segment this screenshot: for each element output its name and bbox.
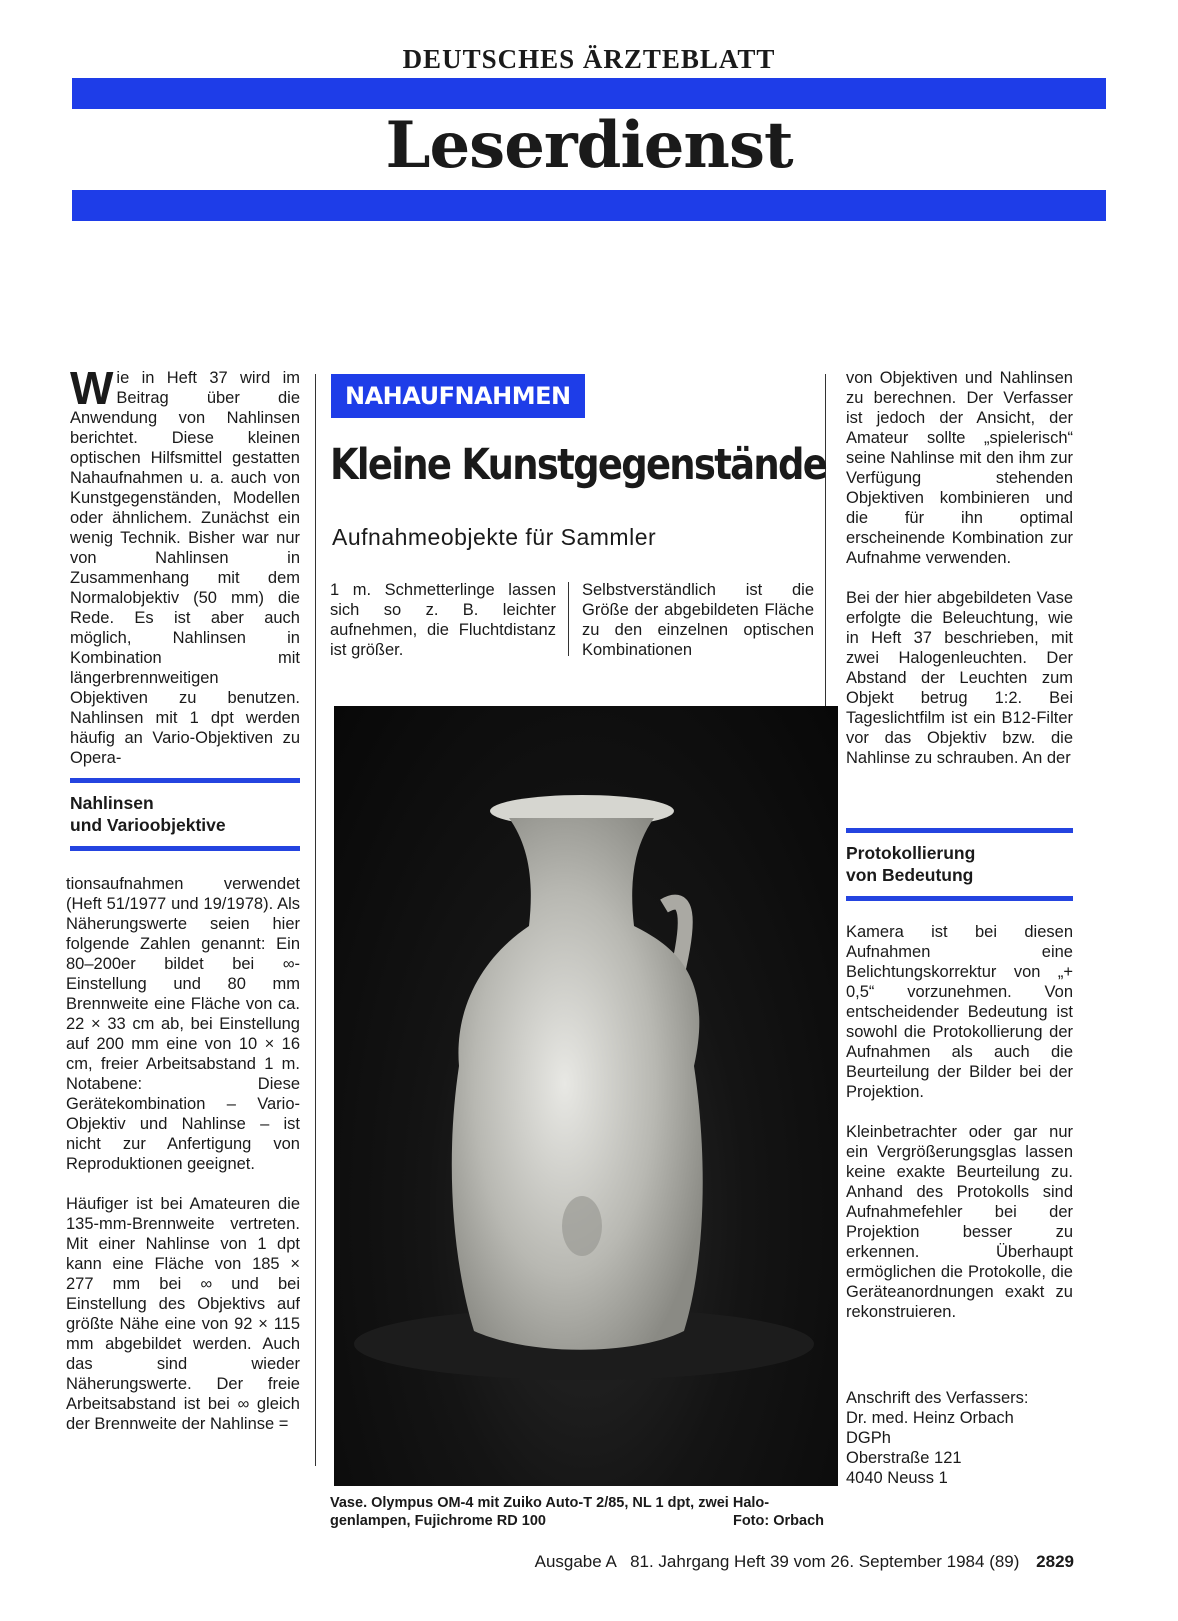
box-heading-line: Nahlinsen <box>70 793 154 813</box>
box-heading-nahlinsen <box>70 792 300 836</box>
page-number: 2829 <box>1036 1552 1074 1571</box>
column-1-body <box>66 874 300 1454</box>
issue-info: Ausgabe A 81. Jahrgang Heft 39 vom 26. September 1984 (89) <box>534 1552 1020 1571</box>
headline: Kleine Kunstgegenstände <box>330 440 827 490</box>
box-rule-top <box>70 778 300 783</box>
drop-cap: W <box>70 362 114 414</box>
bottom-blue-band <box>72 190 1106 221</box>
caption-line: Vase. Olympus OM-4 mit Zuiko Auto-T 2/85, NL 1 dpt, zwei Halo- <box>330 1495 770 1511</box>
column-divider <box>568 582 569 656</box>
address-line: DGPh <box>846 1429 891 1447</box>
box-rule-bottom <box>846 896 1073 901</box>
subheadline: Aufnahmeobjekte für Sammler <box>332 524 657 550</box>
box-heading-line: von Bedeutung <box>846 865 974 885</box>
kicker-tag: NAHAUFNAHMEN <box>331 374 585 418</box>
page-footer <box>535 1552 1074 1572</box>
caption-line-row <box>330 1512 824 1530</box>
photo-caption <box>330 1494 824 1530</box>
intro-text: ie in Heft 37 wird im Beitrag über die Anwendung von Nahlinsen berichtet. Diese kleinen optischen Hilfsmittel gestatten Nahaufnahmen u. a. auch von Kunstgegenständen, Modellen oder ähnlichem. Zunächst ein wenig Technik. Bisher war nur von Nahlinsen in Zusammenhang mit dem Normalobjektiv (50 mm) die Rede. Es ist aber auch möglich, Nahlinsen in Kombination mit längerbrennweitigen Objektiven zu benutzen. Nahlinsen mit 1 dpt werden häufig an Vario-Objektiven zu Opera- <box>70 369 300 767</box>
vase-illustration <box>334 706 838 1486</box>
section-title: Leserdienst <box>385 108 793 183</box>
column-2b: Selbstverständlich ist die Größe der abgebildeten Fläche zu den einzelnen optischen Kombinationen <box>582 581 814 659</box>
address-line: 4040 Neuss 1 <box>846 1469 948 1487</box>
box-rule-bottom <box>70 846 300 851</box>
vase-photo <box>334 706 838 1486</box>
box-heading-line: und Varioobjektive <box>70 815 226 835</box>
paragraph: tionsaufnahmen verwendet (Heft 51/1977 und 19/1978). Als Näherungswerte seien hier folgende Zahlen genannt: Ein 80–200er bildet bei ∞-Einstellung und 80 mm Brennweite eine Fläche von ca. 22 × 33 cm ab, bei Einstellung auf 200 mm eine von 10 × 16 cm, freier Arbeitsabstand 1 m. Notabene: Diese Gerätekombination – Vario-Objektiv und Nahlinse – ist nicht zur Anfertigung von Reproduktionen geeignet. <box>66 875 300 1173</box>
column-3-body <box>846 922 1073 1342</box>
address-line: Oberstraße 121 <box>846 1449 962 1467</box>
caption-line: genlampen, Fujichrome RD 100 <box>330 1513 546 1529</box>
paragraph: Bei der hier abgebildeten Vase erfolgte die Beleuchtung, wie in Heft 37 beschrieben, mit zwei Halogenleuchten. Der Abstand der Leuchten zum Objekt betrug 1:2. Bei Tageslichtfilm ist ein B12-Filter vor das Objektiv bzw. die Nahlinse zu schrauben. An der <box>846 589 1073 767</box>
address-line: Anschrift des Verfassers: <box>846 1389 1029 1407</box>
paragraph: Kamera ist bei diesen Aufnahmen eine Belichtungskorrektur von „+ 0,5“ vorzunehmen. Von entscheidender Bedeutung ist sowohl die Protokollierung der Aufnahmen als auch die Beurteilung der Bilder bei der Projektion. <box>846 923 1073 1101</box>
box-heading-line: Protokollierung <box>846 843 976 863</box>
paragraph: von Objektiven und Nahlinsen zu berechnen. Der Verfasser ist jedoch der Ansicht, der Amateur sollte „spielerisch“ seine Nahlinse mit den ihm zur Verfügung stehenden Objektiven kombinieren und die für ihn optimal erscheinende Kombination zur Aufnahme verwenden. <box>846 369 1073 567</box>
column-divider <box>315 374 316 1466</box>
masthead: DEUTSCHES ÄRZTEBLATT <box>402 44 776 74</box>
column-3-top <box>846 368 1073 788</box>
paragraph: Kleinbetrachter oder gar nur ein Vergrößerungsglas lassen keine exakte Beurteilung zu. Anhand des Protokolls sind Aufnahmefehler bei der Projektion besser zu erkennen. Überhaupt ermöglichen die Protokolle, die Geräteanordnungen exakt zu rekonstruieren. <box>846 1123 1073 1321</box>
photo-credit: Foto: Orbach <box>732 1513 824 1529</box>
paragraph: Häufiger ist bei Amateuren die 135-mm-Brennweite vertreten. Mit einer Nahlinse von 1 dpt kann eine Fläche von 185 × 277 mm bei ∞ und bei Einstellung des Objektivs auf größte Nähe eine von 92 × 115 mm abgebildet werden. Auch das sind wieder Näherungswerte. Der freie Arbeitsabstand ist bei ∞ gleich der Brennweite der Nahlinse = <box>66 1195 300 1433</box>
top-blue-band <box>72 78 1106 109</box>
column-1-intro <box>70 362 300 768</box>
column-2a: 1 m. Schmetterlinge lassen sich so z. B. leichter aufnehmen, die Fluchtdistanz ist größer. <box>330 581 556 659</box>
address-line: Dr. med. Heinz Orbach <box>846 1409 1014 1427</box>
author-address <box>846 1388 1073 1488</box>
box-rule-top <box>846 828 1073 833</box>
box-heading-protokollierung <box>846 842 1073 886</box>
